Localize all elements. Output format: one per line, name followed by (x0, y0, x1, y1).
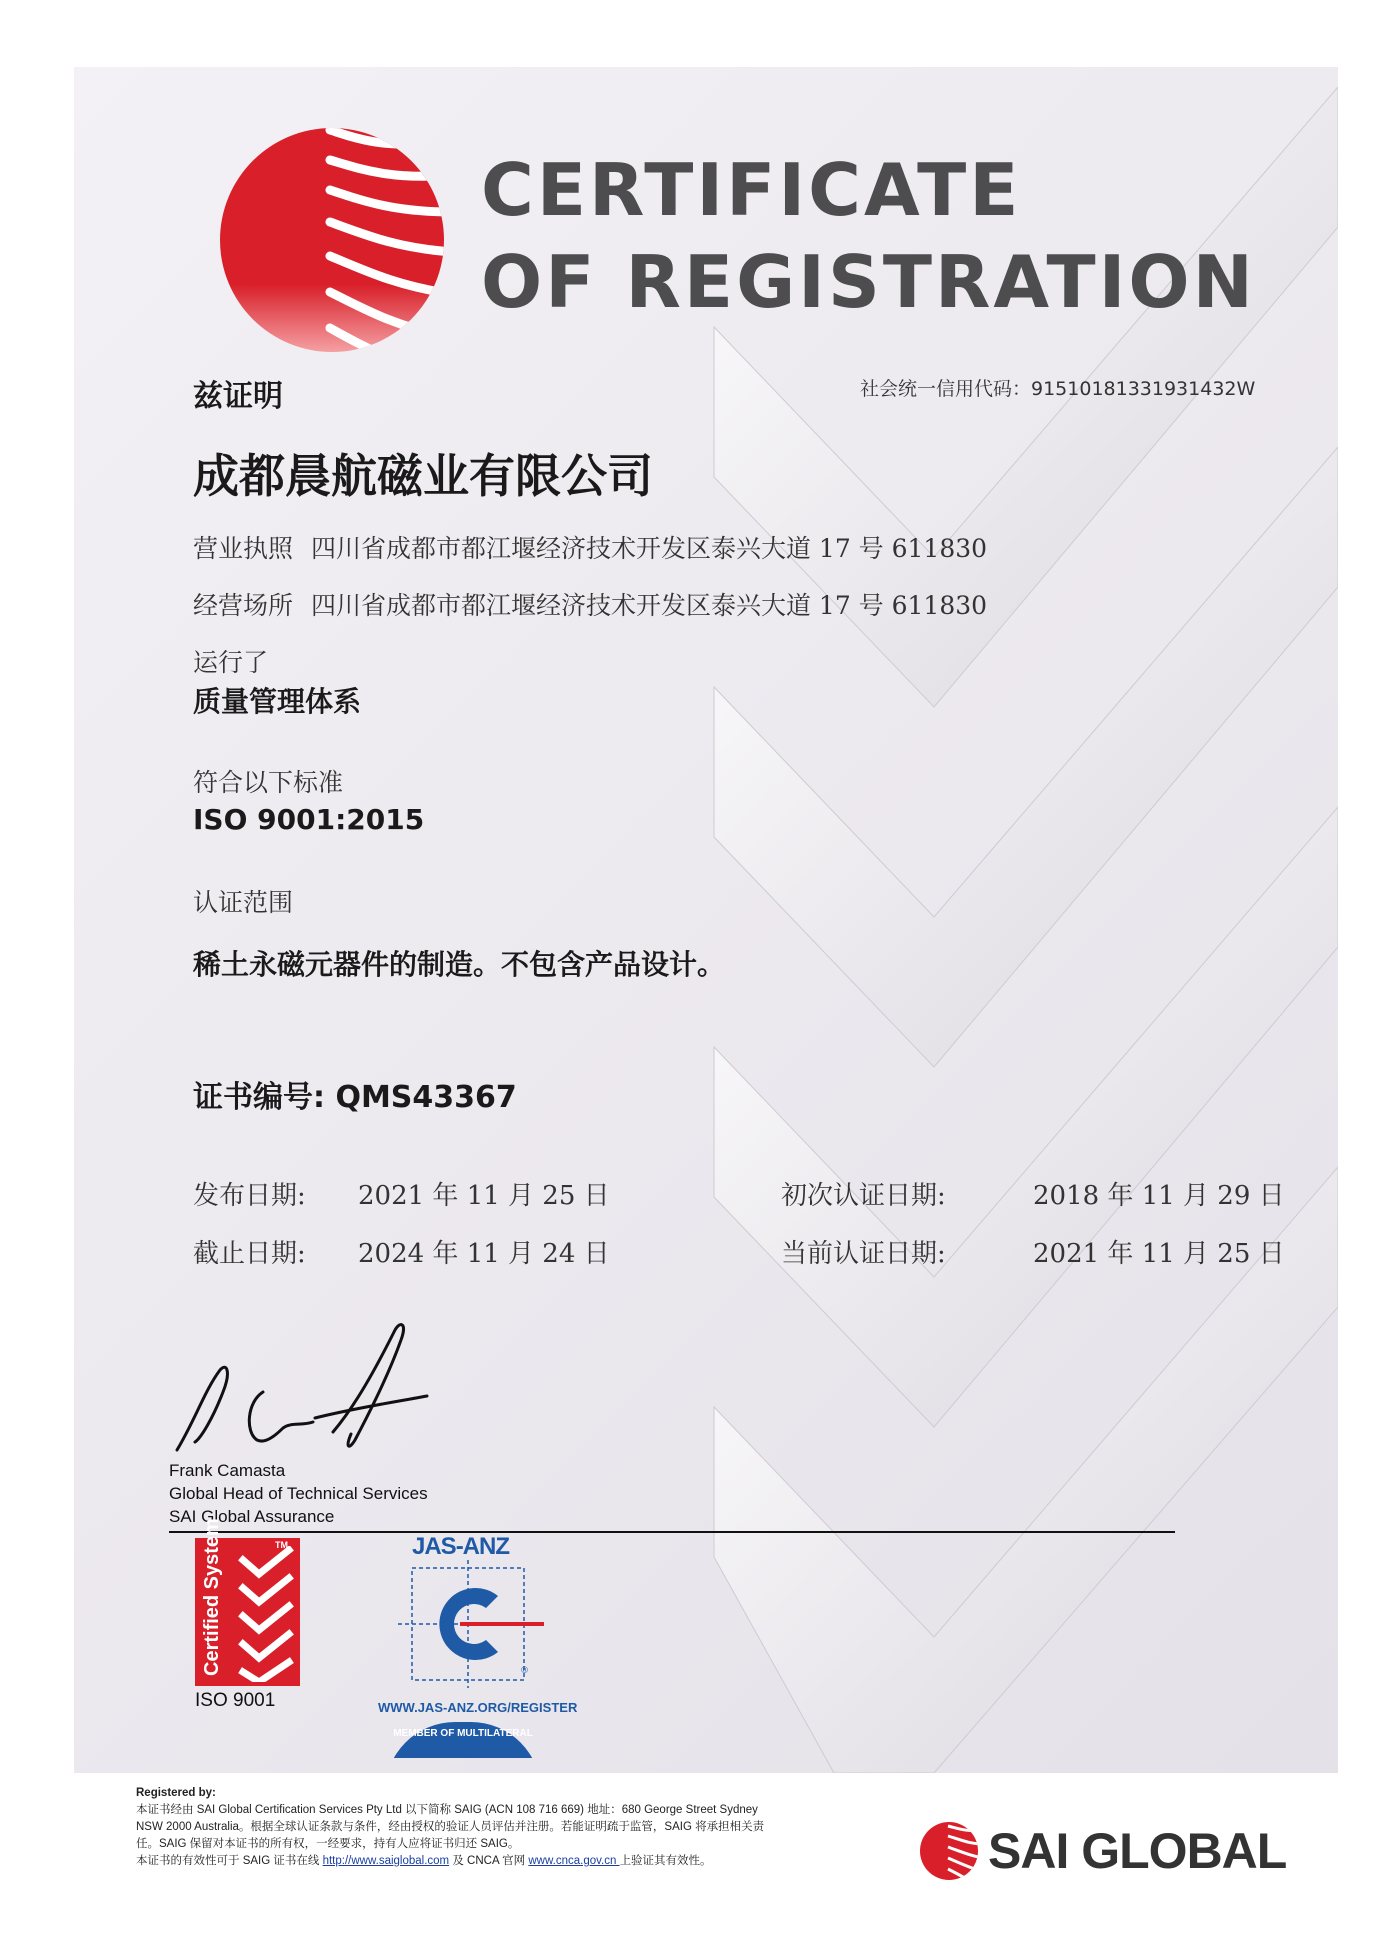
license-address-row (193, 529, 987, 565)
signature (165, 1310, 445, 1460)
footer-line-3: 任。SAIG 保留对本证书的所有权，一经要求，持有人应将证书归还 SAIG。 (136, 1838, 520, 1850)
signatory-name: Frank Camasta (169, 1461, 286, 1480)
current-date: 2021 年 11 月 25 日 (1033, 1239, 1285, 1269)
footer-line-2: NSW 2000 Australia。根据全球认证条款与条件，经由授权的验证人员评估并注册。若能证明疏于监管，SAIG 将承担相关责 (136, 1821, 765, 1833)
signatory-org: SAI Global Assurance (169, 1507, 335, 1526)
site-address: 四川省成都市都江堰经济技术开发区泰兴大道 17 号 611830 (310, 591, 988, 620)
registered-by-label: Registered by: (136, 1787, 216, 1799)
scope-label: 认证范围 (193, 888, 294, 917)
saiglobal-link[interactable]: http://www.saiglobal.com (322, 1855, 450, 1867)
footer-line-4b: 及 CNCA 官网 (449, 1855, 529, 1867)
checkmark-stack-icon (235, 1546, 297, 1682)
system-name: 质量管理体系 (193, 685, 362, 718)
tm-mark: TM (275, 1540, 288, 1550)
sai-logo-icon (212, 120, 452, 360)
site-address-row (193, 586, 987, 622)
license-address: 四川省成都市都江堰经济技术开发区泰兴大道 17 号 611830 (310, 534, 988, 563)
standard-label: 符合以下标准 (193, 768, 344, 797)
title-line-2: OF REGISTRATION (481, 240, 1256, 324)
original-date: 2018 年 11 月 29 日 (1033, 1181, 1285, 1211)
current-date-label: 当前认证日期: (781, 1239, 946, 1269)
certified-system-label: Certified System (201, 1518, 223, 1676)
certified-system-mark (195, 1518, 300, 1686)
sai-global-brand: SAI GLOBAL (988, 1823, 1287, 1879)
standard: ISO 9001:2015 (193, 803, 425, 836)
credit-code: 社会统一信用代码：91510181331931432W (860, 378, 1256, 400)
expiry-date-label: 截止日期: (193, 1239, 306, 1269)
title-line-1: CERTIFICATE (481, 148, 1022, 232)
company-name: 成都晨航磁业有限公司 (193, 449, 653, 503)
signatory-role: Global Head of Technical Services (169, 1484, 428, 1503)
footer-line-1: 本证书经由 SAI Global Certification Services Pty Ltd 以下简称 SAIG (ACN 108 716 669) 地址：680 George Street Sydney (136, 1804, 758, 1816)
signature-divider (169, 1531, 1175, 1533)
expiry-date: 2024 年 11 月 24 日 (358, 1239, 610, 1269)
jasanz-url: WWW.JAS-ANZ.ORG/REGISTER (378, 1700, 578, 1715)
footer-line-4 (136, 1853, 764, 1870)
cnca-link[interactable]: www.cnca.gov.cn (528, 1855, 620, 1867)
operates-label: 运行了 (193, 648, 269, 677)
issue-date: 2021 年 11 月 25 日 (358, 1181, 610, 1211)
jasanz-registered-mark: ® (520, 1666, 529, 1676)
site-label: 经营场所 (193, 591, 294, 620)
footer-text (136, 1785, 764, 1870)
footer-line-4c: 上验证其有效性。 (619, 1855, 712, 1867)
scope: 稀土永磁元器件的制造。不包含产品设计。 (193, 948, 726, 981)
license-label: 营业执照 (193, 534, 294, 563)
original-date-label: 初次认证日期: (781, 1181, 946, 1211)
issue-date-label: 发布日期: (193, 1181, 306, 1211)
certify-label: 兹证明 (193, 379, 283, 414)
sai-global-small-logo-icon (918, 1820, 980, 1882)
jasanz-title: JAS-ANZ (412, 1533, 510, 1560)
footer-line-4a: 本证书的有效性可于 SAIG 证书在线 (136, 1855, 323, 1867)
jasanz-seal-text: MEMBER OF MULTILATERAL (393, 1728, 533, 1739)
iso-label: ISO 9001 (195, 1690, 276, 1711)
certificate-number: 证书编号: QMS43367 (193, 1080, 517, 1115)
jasanz-seal (385, 1722, 541, 1758)
